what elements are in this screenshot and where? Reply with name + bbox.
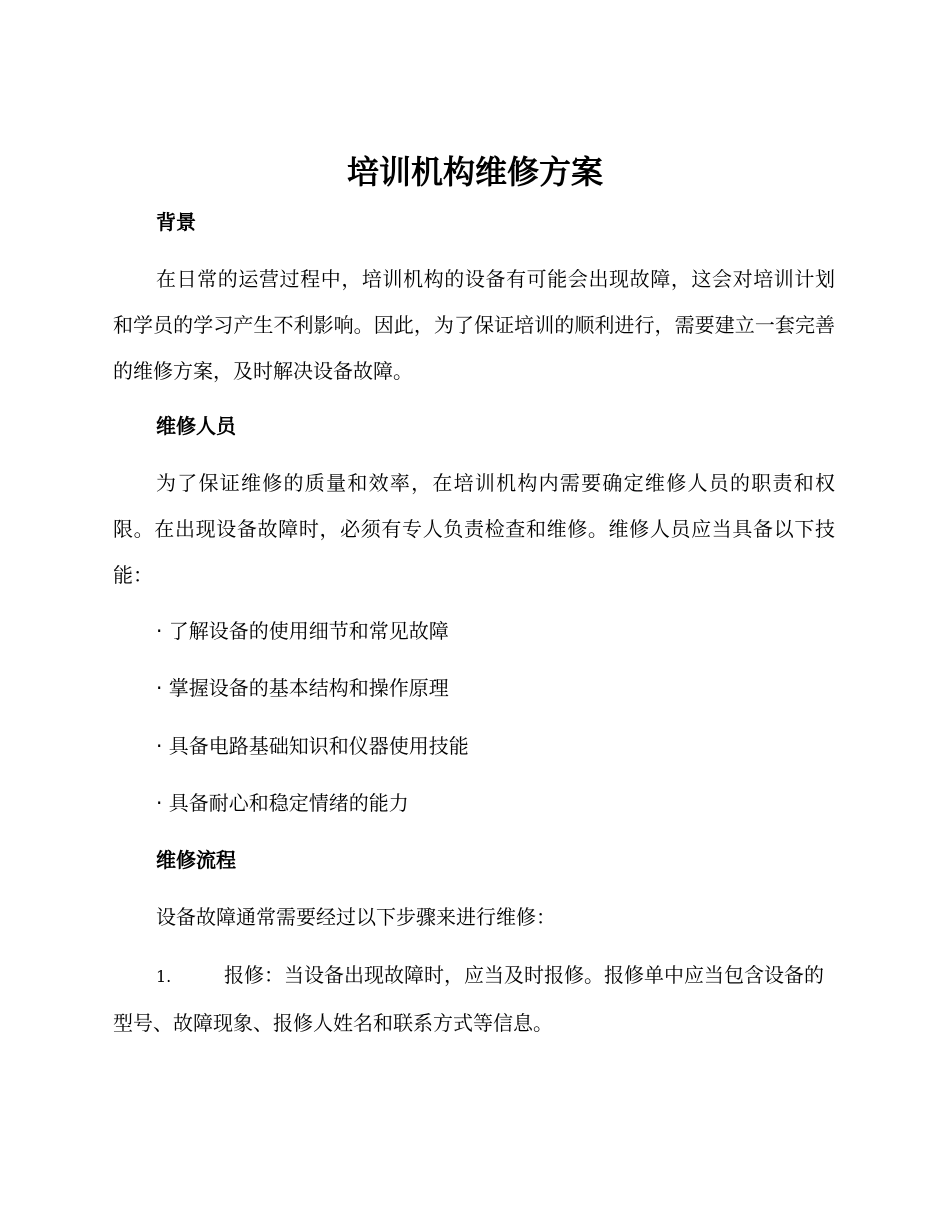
section-heading-background: 背景 xyxy=(156,210,196,234)
personnel-paragraph: 为了保证维修的质量和效率，在培训机构内需要确定维修人员的职责和权限。在出现设备故障时，必须有专人负责检查和维修。维修人员应当具备以下技能： xyxy=(113,471,835,587)
background-paragraph: 在日常的运营过程中，培训机构的设备有可能会出现故障，这会对培训计划和学员的学习产生不利影响。因此，为了保证培训的顺利进行，需要建立一套完善的维修方案，及时解决设备故障。 xyxy=(113,267,835,383)
process-step xyxy=(113,952,835,1046)
step-number: 1. xyxy=(156,967,172,986)
skill-list-item: · 掌握设备的基本结构和操作原理 xyxy=(156,676,449,700)
process-intro: 设备故障通常需要经过以下步骤来进行维修： xyxy=(156,905,556,929)
step-text: 报修：当设备出现故障时，应当及时报修。报修单中应当包含设备的型号、故障现象、报修人姓名和联系方式等信息。 xyxy=(113,963,824,1035)
skill-list-item: · 具备电路基础知识和仪器使用技能 xyxy=(156,734,469,758)
section-heading-process: 维修流程 xyxy=(156,848,236,872)
skill-list-item: · 了解设备的使用细节和常见故障 xyxy=(156,619,449,643)
section-heading-personnel: 维修人员 xyxy=(156,414,236,438)
skill-list-item: · 具备耐心和稳定情绪的能力 xyxy=(156,791,409,815)
document-title: 培训机构维修方案 xyxy=(346,153,603,191)
